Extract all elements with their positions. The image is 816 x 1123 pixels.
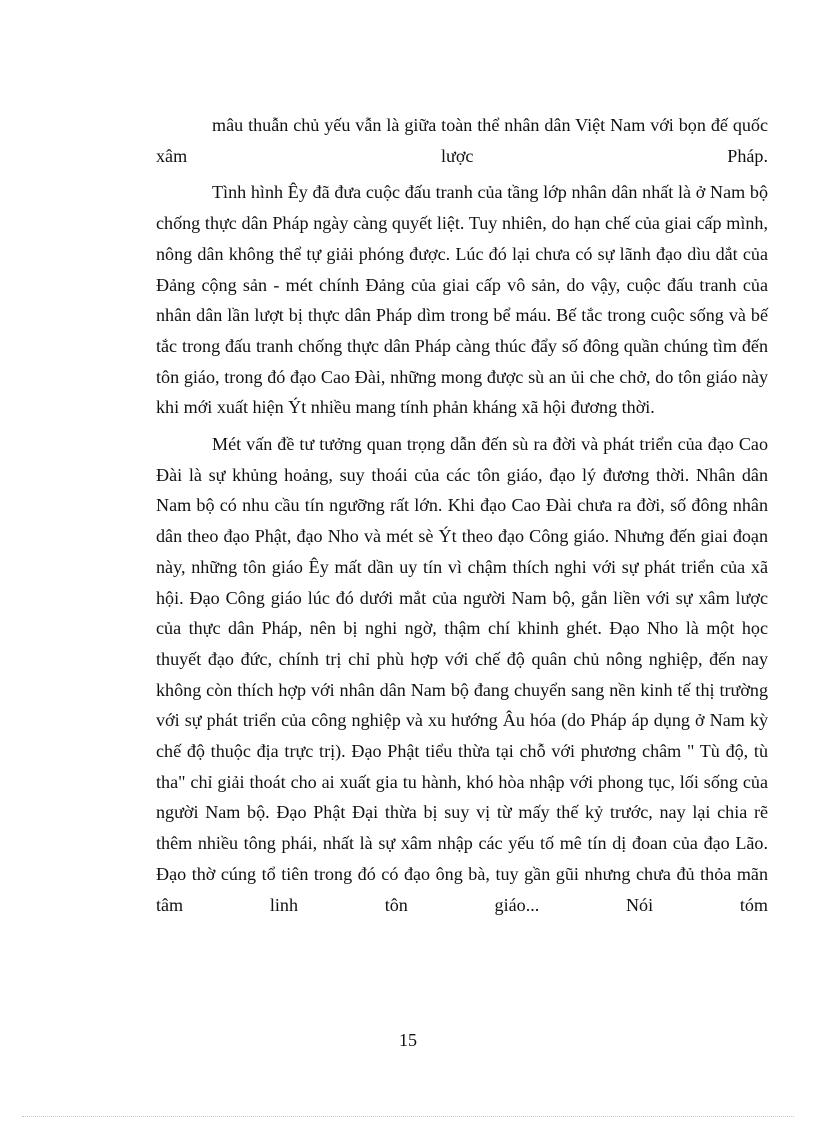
- bottom-divider: [22, 1116, 794, 1117]
- paragraph-3: Mét vấn đề tư tưởng quan trọng dẫn đến sù ra đời và phát triển của đạo Cao Đài là sự khủng hoảng, suy thoái của các tôn giáo, đạo lý đương thời. Nhân dân Nam bộ có nhu cầu tín ngưỡng rất lớn. Khi đạo Cao Đài chưa ra đời, số đông nhân dân theo đạo Phật, đạo Nho và mét sè Ýt theo đạo Công giáo. Nhưng đến giai đoạn này, những tôn giáo Êy mất dần uy tín vì chậm thích nghi với sự phát triển của xã hội. Đạo Công giáo lúc đó dưới mắt của người Nam bộ, gắn liền với sự xâm lược của thực dân Pháp, nên bị nghi ngờ, thậm chí khinh ghét. Đạo Nho là một học thuyết đạo đức, chính trị chỉ phù hợp với chế độ quân chủ nông nghiệp, đến nay không còn thích hợp với nhân dân Nam bộ đang chuyển sang nền kinh tế thị trường với sự phát triển của công nghiệp và xu hướng Âu hóa (do Pháp áp dụng ở Nam kỳ chế độ thuộc địa trực trị). Đạo Phật tiểu thừa tại chỗ với phương châm " Tù độ, tù tha" chỉ giải thoát cho ai xuất gia tu hành, khó hòa nhập với phong tục, lối sống của người Nam bộ. Đạo Phật Đại thừa bị suy vị từ mấy thế kỷ trước, nay lại chia rẽ thêm nhiều tông phái, nhất là sự xâm nhập các yếu tố mê tín dị đoan của đạo Lão. Đạo thờ cúng tổ tiên trong đó có đạo ông bà, tuy gần gũi nhưng chưa đủ thỏa mãn tâm linh tôn giáo... Nói tóm: [156, 434, 768, 915]
- paragraph-2: Tình hình Êy đã đưa cuộc đấu tranh của tầng lớp nhân dân nhất là ở Nam bộ chống thực dân Pháp ngày càng quyết liệt. Tuy nhiên, do hạn chế của giai cấp mình, nông dân không thể tự giải phóng được. Lúc đó lại chưa có sự lãnh đạo dìu dắt của Đảng cộng sản - mét chính Đảng của giai cấp vô sản, do vậy, cuộc đấu tranh của nhân dân lần lượt bị thực dân Pháp dìm trong bể máu. Bế tắc trong cuộc sống và bế tắc trong đấu tranh chống thực dân Pháp càng thúc đẩy số đông quần chúng tìm đến tôn giáo, trong đó đạo Cao Đài, những mong được sù an ủi che chở, do tôn giáo này khi mới xuất hiện Ýt nhiều mang tính phản kháng xã hội đương thời.: [156, 182, 768, 418]
- paragraph-1: mâu thuẫn chủ yếu vẫn là giữa toàn thể nhân dân Việt Nam với bọn đế quốc xâm lược Pháp.: [156, 115, 768, 166]
- page-number: 15: [399, 1030, 417, 1050]
- body-text: [156, 110, 768, 920]
